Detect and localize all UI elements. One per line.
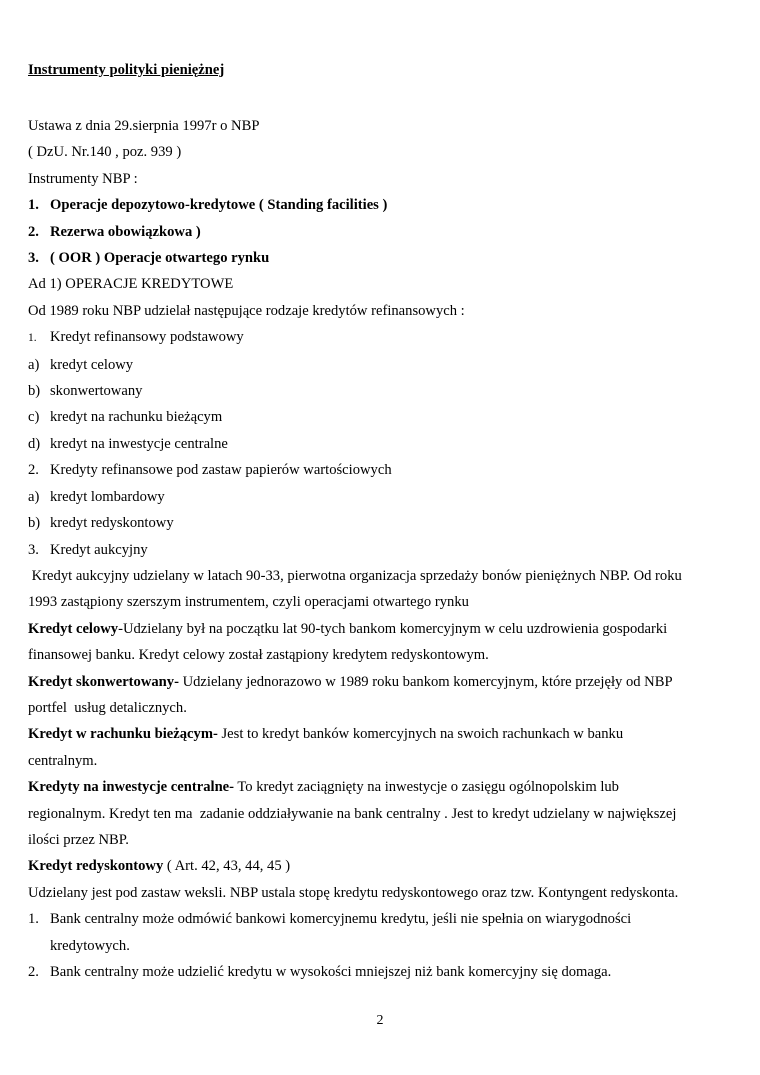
term-bold: Kredyt redyskontowy: [28, 858, 164, 875]
paragraph-line: [28, 721, 728, 747]
text-line: Instrumenty NBP :: [28, 170, 138, 187]
list-letter: b): [28, 383, 41, 400]
term-description: To kredyt zaciągnięty na inwestycje o zasięgu ogólnopolskim lub: [234, 779, 619, 796]
term-bold: Kredyt skonwertowany-: [28, 673, 179, 690]
term-description: ( Art. 42, 43, 44, 45 ): [163, 858, 291, 875]
list-text: Kredyty refinansowe pod zastaw papierów wartościowych: [50, 462, 392, 479]
list-text: kredyt lombardowy: [50, 488, 165, 505]
list-item: [28, 510, 728, 536]
paragraph-line: Kredyt aukcyjny udzielany w latach 90-33, pierwotna organizacja sprzedaży bonów pieniężnych NBP. Od roku: [28, 567, 682, 584]
list-number: 2.: [28, 964, 39, 980]
text-line: ( DzU. Nr.140 , poz. 939 ): [28, 144, 182, 161]
list-text: ( OOR ) Operacje otwartego rynku: [50, 250, 270, 267]
list-item: [28, 959, 728, 985]
list-item: [28, 352, 728, 378]
list-number: 1.: [28, 911, 39, 928]
list-text: kredyt na inwestycje centralne: [50, 435, 228, 452]
list-letter: a): [28, 488, 40, 505]
text-line: Ustawa z dnia 29.sierpnia 1997r o NBP: [28, 118, 260, 134]
paragraph-line: 1993 zastąpiony szerszym instrumentem, czyli operacjami otwartego rynku: [28, 594, 469, 611]
bold-list-item: [28, 245, 728, 271]
list-text: skonwertowany: [50, 383, 143, 400]
list-letter: a): [28, 356, 40, 373]
term-description: Jest to kredyt banków komercyjnych na swoich rachunkach w banku: [217, 726, 624, 743]
text-line: Od 1989 roku NBP udzielał następujące rodzaje kredytów refinansowych :: [28, 302, 465, 319]
term-bold: Kredyty na inwestycje centralne-: [28, 779, 235, 796]
term-bold: Kredyt celowy: [28, 620, 119, 637]
paragraph-line: [28, 616, 728, 642]
list-number: 3.: [28, 250, 39, 267]
paragraph-line: centralnym.: [28, 752, 98, 769]
list-item: [28, 324, 728, 351]
list-item: [28, 484, 728, 510]
list-number: 1.: [28, 332, 37, 345]
list-item: [28, 404, 728, 430]
list-text: Rezerwa obowiązkowa ): [50, 223, 201, 240]
paragraph-line: [28, 774, 728, 800]
bold-list-item: [28, 192, 728, 218]
list-text: Kredyt refinansowy podstawowy: [50, 329, 244, 346]
term-description: -Udzielany był na początku lat 90-tych bankom komercyjnym w celu uzdrowienia gospodarki: [118, 620, 668, 637]
list-number: 3.: [28, 541, 39, 558]
list-letter: b): [28, 515, 41, 532]
paragraph-line: [28, 853, 728, 879]
list-item: [28, 457, 728, 483]
list-letter: c): [28, 409, 40, 426]
list-text: Bank centralny może odmówić bankowi komercyjnemu kredytu, jeśli nie spełnia on wiarygodności: [50, 911, 632, 928]
document-body: [28, 113, 728, 985]
list-text: Operacje depozytowo-kredytowe ( Standing facilities ): [50, 197, 388, 214]
list-letter: d): [28, 435, 41, 452]
term-bold: Kredyt w rachunku bieżącym-: [28, 726, 218, 743]
list-item: [28, 906, 728, 932]
list-text: Bank centralny może udzielić kredytu w wysokości mniejszej niż bank komercyjny się domaga.: [50, 964, 612, 980]
list-number: 2.: [28, 223, 39, 240]
paragraph-line: finansowej banku. Kredyt celowy został zastąpiony kredytem redyskontowym.: [28, 647, 489, 664]
list-number: 2.: [28, 462, 39, 479]
list-text: kredyt celowy: [50, 356, 134, 373]
paragraph-line: Udzielany jest pod zastaw weksli. NBP ustala stopę kredytu redyskontowego oraz tzw. Kontyngent redyskonta.: [28, 884, 679, 901]
page-number: 2: [376, 1013, 384, 1028]
paragraph-line: portfel usług detalicznych.: [28, 699, 187, 716]
list-text: kredyt na rachunku bieżącym: [50, 409, 223, 426]
document-title: Instrumenty polityki pieniężnej: [28, 62, 225, 78]
list-item: [28, 431, 728, 457]
term-description: Udzielany jednorazowo w 1989 roku bankom komercyjnym, które przejęły od NBP: [178, 673, 673, 690]
paragraph-line: ilości przez NBP.: [28, 831, 129, 848]
bold-list-item: [28, 219, 728, 245]
list-text: kredyt redyskontowy: [50, 515, 174, 532]
list-item: [28, 537, 728, 563]
list-item-continuation: kredytowych.: [50, 937, 130, 954]
list-number: 1.: [28, 197, 39, 214]
paragraph-line: regionalnym. Kredyt ten ma zadanie oddziaływanie na bank centralny . Jest to kredyt udzielany w największej: [28, 805, 677, 822]
list-item: [28, 378, 728, 404]
section-heading: Ad 1) OPERACJE KREDYTOWE: [28, 276, 234, 293]
paragraph-line: [28, 669, 728, 695]
list-text: Kredyt aukcyjny: [50, 541, 148, 558]
